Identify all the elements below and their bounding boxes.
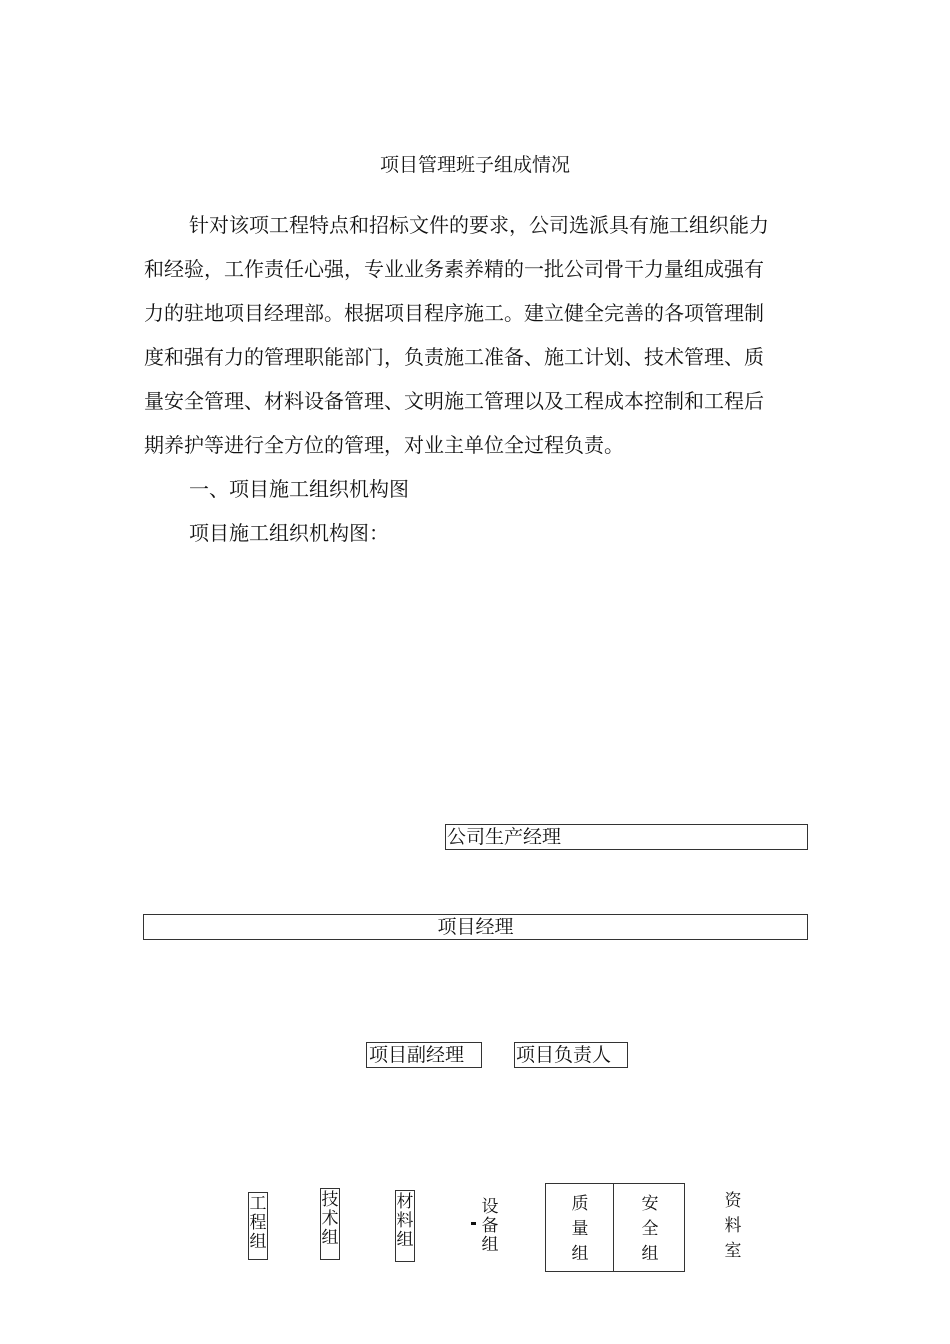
chart-caption: 项目施工组织机构图： bbox=[189, 521, 389, 545]
quality-group-label: 质 量 组 bbox=[571, 1194, 589, 1264]
project-manager-box: 项目经理 bbox=[143, 914, 808, 940]
dash-mark bbox=[471, 1222, 476, 1225]
safety-group-label: 安 全 组 bbox=[641, 1194, 659, 1264]
paragraph-line-1: 针对该项工程特点和招标文件的要求，公司选派具有施工组织能力 bbox=[189, 213, 769, 237]
deputy-manager-box: 项目副经理 bbox=[366, 1042, 482, 1068]
technical-group-box: 技 术 组 bbox=[320, 1188, 340, 1260]
equipment-group-label: 设 备 组 bbox=[481, 1197, 499, 1255]
paragraph-line-3: 力的驻地项目经理部。根据项目程序施工。建立健全完善的各项管理制 bbox=[144, 301, 764, 325]
quality-safety-frame bbox=[545, 1183, 685, 1272]
paragraph-line-5: 量安全管理、材料设备管理、文明施工管理以及工程成本控制和工程后 bbox=[144, 389, 764, 413]
paragraph-line-6: 期养护等进行全方位的管理，对业主单位全过程负责。 bbox=[144, 433, 624, 457]
production-manager-box: 公司生产经理 bbox=[445, 824, 808, 850]
archives-room-label: 资 料 室 bbox=[724, 1191, 742, 1261]
section-heading: 一、项目施工组织机构图 bbox=[189, 477, 409, 501]
paragraph-line-2: 和经验，工作责任心强，专业业务素养精的一批公司骨干力量组成强有 bbox=[144, 257, 764, 281]
paragraph-line-4: 度和强有力的管理职能部门，负责施工准备、施工计划、技术管理、质 bbox=[144, 345, 764, 369]
materials-group-box: 材 料 组 bbox=[395, 1190, 415, 1262]
quality-safety-divider bbox=[613, 1183, 614, 1272]
engineering-group-box: 工 程 组 bbox=[248, 1192, 268, 1260]
page-title: 项目管理班子组成情况 bbox=[379, 154, 570, 176]
project-lead-box: 项目负责人 bbox=[514, 1042, 628, 1068]
